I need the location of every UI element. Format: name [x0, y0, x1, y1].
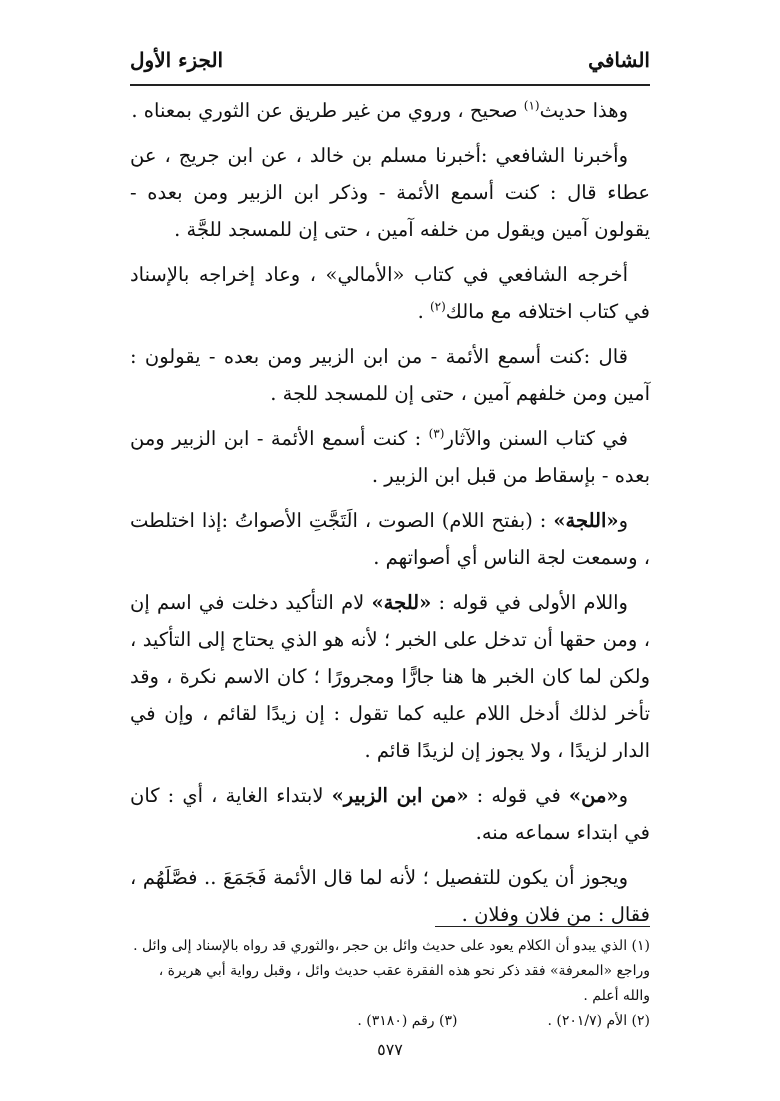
- page-number: ٥٧٧: [377, 1040, 403, 1059]
- footnote-ref-2: (٢): [429, 299, 446, 314]
- header-volume-title: الجزء الأول: [130, 48, 224, 72]
- header-rule: [130, 84, 650, 86]
- footnote-ref-1: (١): [523, 98, 540, 113]
- footnotes-row-2-3: [130, 1009, 650, 1034]
- paragraph-7: واللام الأولى في قوله : «للجة» لام التأكيد دخلت في اسم إن ، ومن حقها أن تدخل على الخبر ؛ لأنه هو الذي يحتاج إلى التأكيد ، ولكن لما كان الخبر ها هنا جارًّا ومجرورًا ؛ كان الاسم نكرة ، وقد تأخر لذلك أدخل اللام عليه كما تقول : إن زيدًا لقائم ، وإن في الدار لزيدًا ، ولا يجوز إن لزيدًا قائم .: [130, 591, 650, 762]
- paragraph-3: أخرجه الشافعي في كتاب «الأمالي» ، وعاد إخراجه بالإسناد في كتاب اختلافه مع مالك$^{(٢)}$ .: [130, 263, 650, 323]
- footnote-3: (٣) رقم (٣١٨٠) .: [357, 1013, 458, 1029]
- term-lajja: «اللجة»: [553, 509, 619, 532]
- paragraph-9: ويجوز أن يكون للتفصيل ؛ لأنه لما قال الأئمة فَجَمَعَ .. فصَّلَهُم ، فقال : من فلان وفلان .: [130, 866, 650, 926]
- paragraph-6: و«اللجة» : (بفتح اللام) الصوت ، الَتَجَّتِ الأصواتُ :إذا اختلطت ، وسمعت لجة الناس أي أصواتهم .: [130, 509, 650, 569]
- footnote-ref-3: (٣): [428, 426, 445, 441]
- paragraph-8: و«من» في قوله : «من ابن الزبير» لابتداء الغاية ، أي : كان في ابتداء سماعه منه.: [130, 784, 650, 844]
- paragraph-2: وأخبرنا الشافعي :أخبرنا مسلم بن خالد ، عن ابن جريج ، عن عطاء قال : كنت أسمع الأئمة - وذكر ابن الزبير ومن بعده - يقولون آمين ويقول من خلفه آمين ، حتى إن للمسجد للجَّة .: [130, 144, 650, 241]
- header-book-title: الشافي: [588, 48, 650, 72]
- term-min: «من»: [568, 784, 619, 807]
- term-lillajja: «للجة»: [371, 591, 432, 614]
- footnote-1: (١) الذي يبدو أن الكلام يعود على حديث وائل بن حجر ،والثوري قد رواه بالإسناد إلى وائل .: [133, 938, 650, 954]
- footnote-separator: [435, 926, 650, 927]
- footnote-1-continued: وراجع «المعرفة» فقد ذكر نحو هذه الفقرة عقب حديث وائل ، وقبل رواية أبي هريرة ، والله أعلم .: [158, 963, 650, 1004]
- main-text: [130, 92, 650, 941]
- running-header: [130, 40, 650, 80]
- paragraph-5: في كتاب السنن والآثار$^{(٣)}$ : كنت أسمع الأئمة - ابن الزبير ومن بعده - بإسقاط من قبل ابن الزبير .: [130, 426, 650, 487]
- term-min-ibn-zubair: «من ابن الزبير»: [331, 784, 469, 807]
- footnote-2: (٢) الأم (٢٠١/٧) .: [547, 1013, 650, 1029]
- paragraph-1: وهذا حديث$^{(١)}$ صحيح ، وروي من غير طريق عن الثوري بمعناه .: [131, 98, 628, 122]
- paragraph-4: قال :كنت أسمع الأئمة - من ابن الزبير ومن بعده - يقولون : آمين ومن خلفهم آمين ، حتى إن للمسجد للجة .: [130, 345, 650, 405]
- footnotes: [130, 934, 650, 1034]
